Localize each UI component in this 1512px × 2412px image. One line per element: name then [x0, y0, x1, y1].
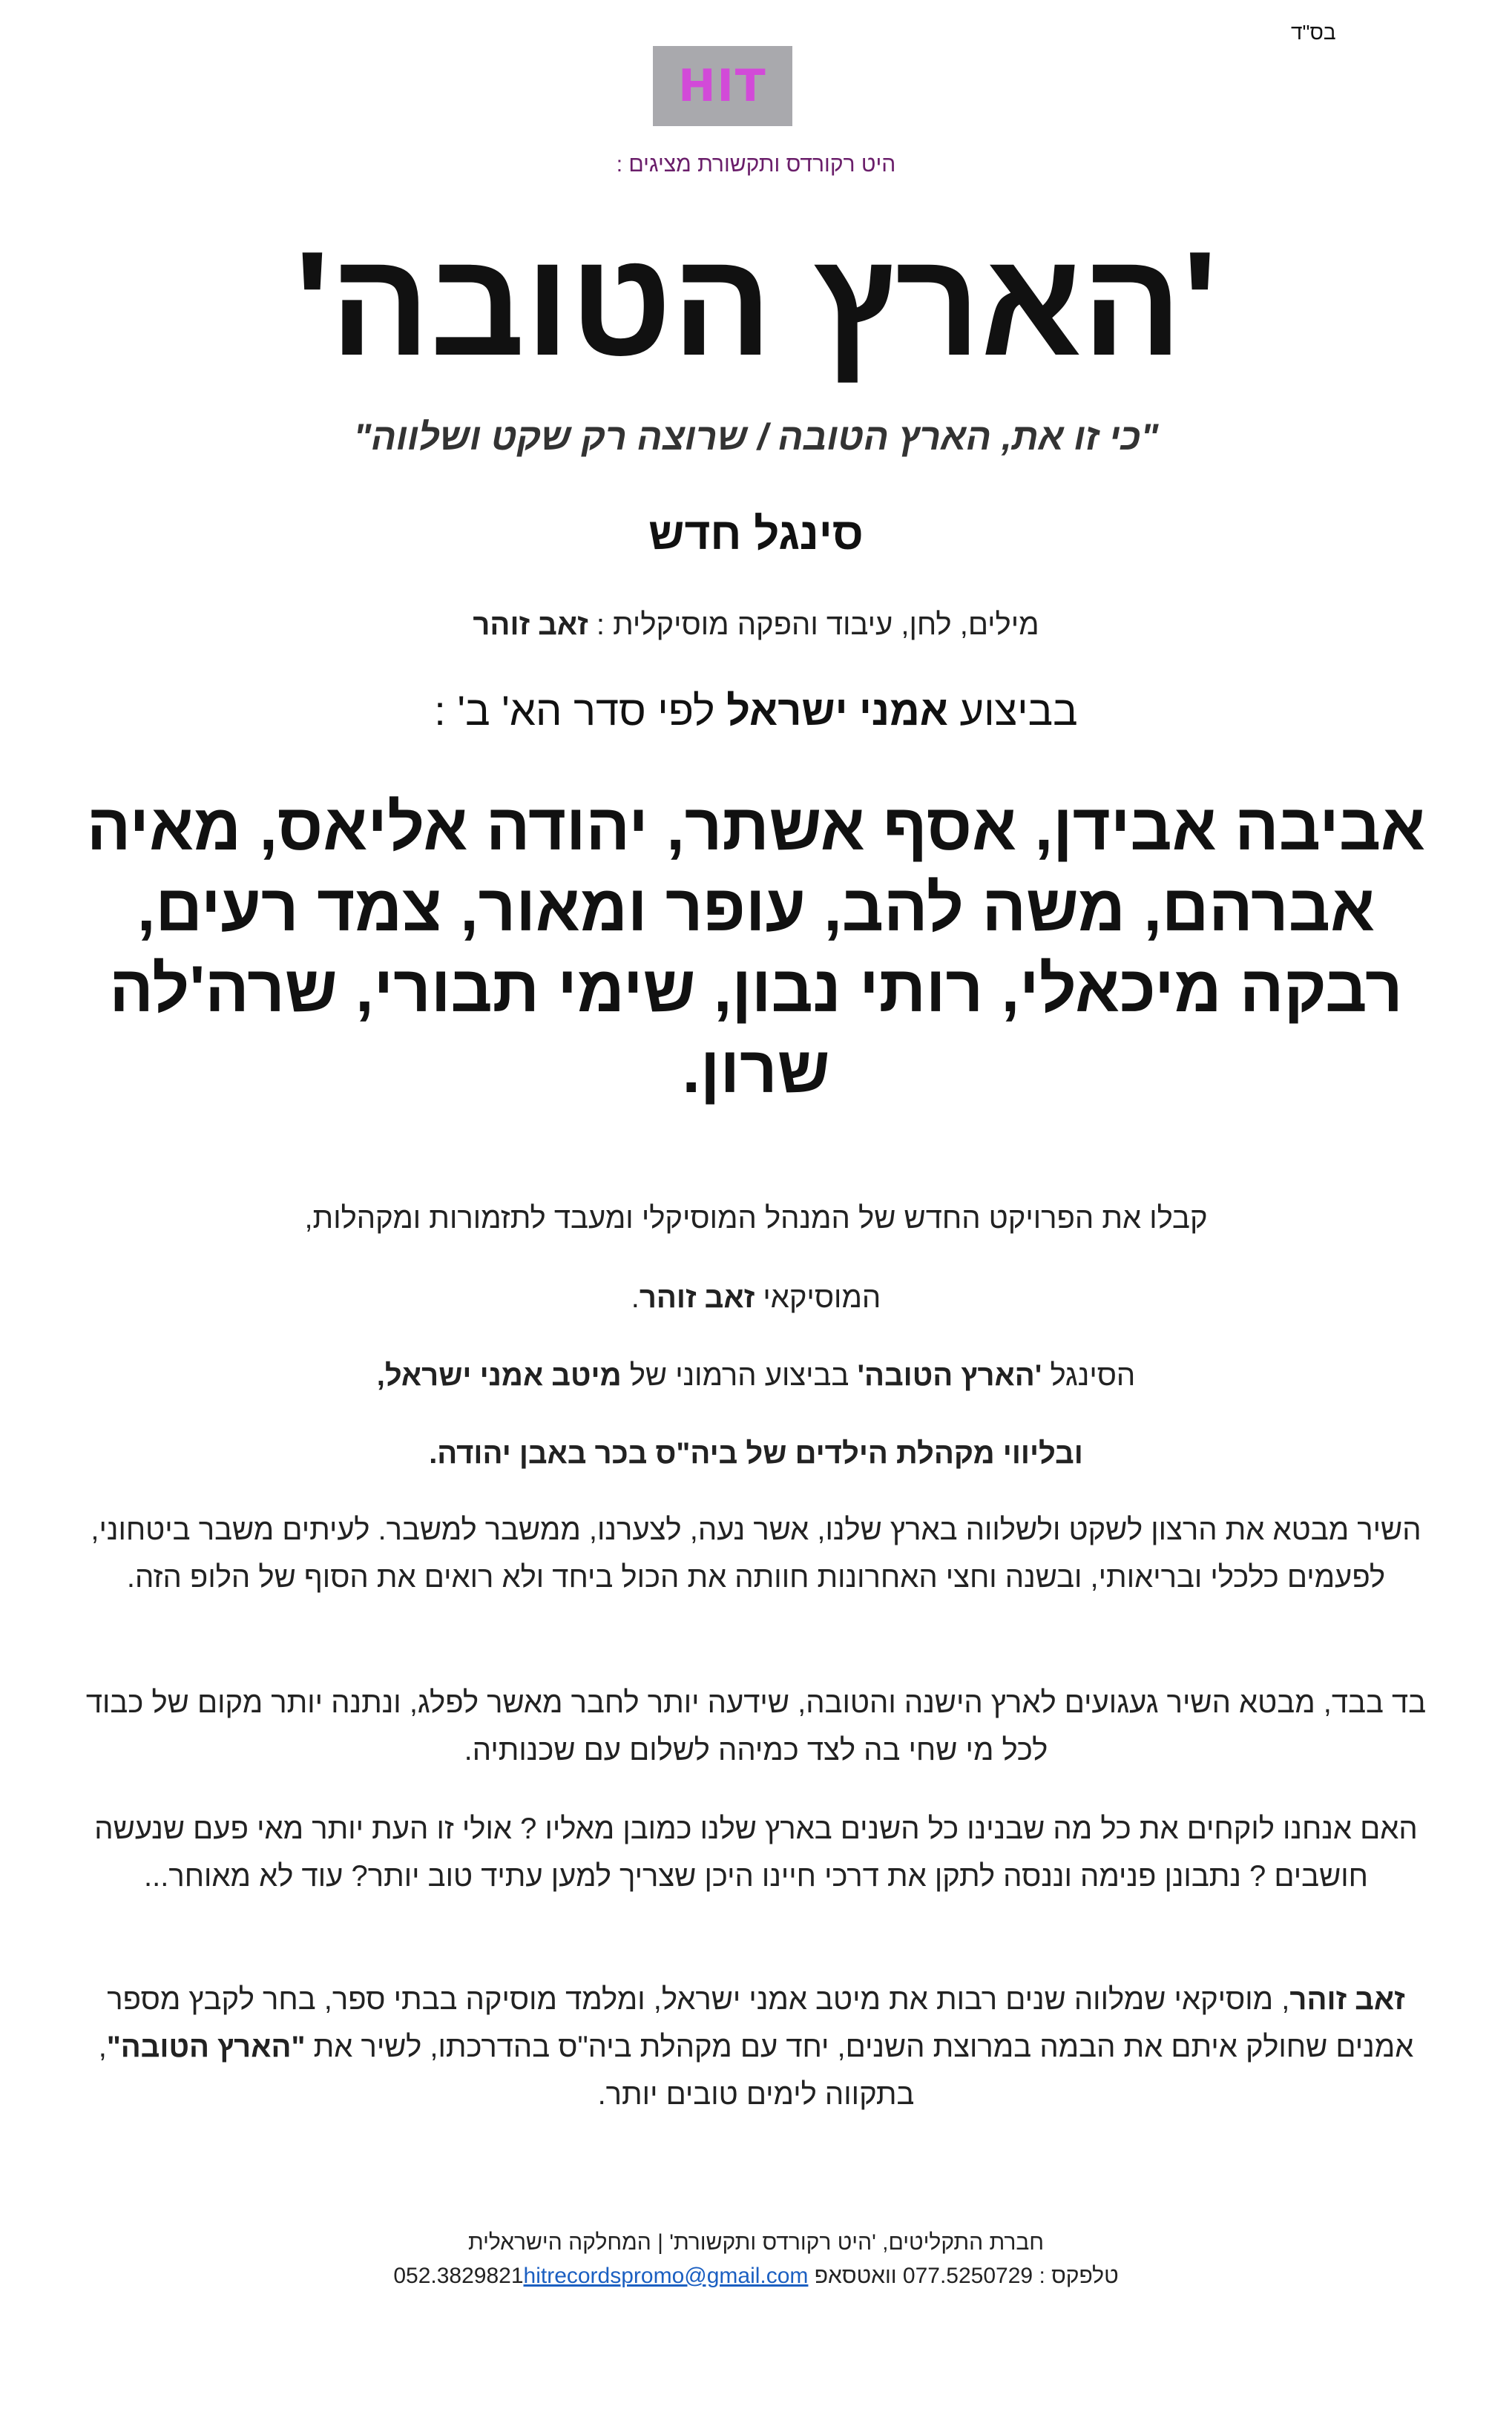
presents-line: היט רקורדס ותקשורת מציגים :	[616, 152, 896, 177]
footer-company: חברת התקליטים, 'היט רקורדס ותקשורת' | המחלקה הישראלית	[467, 2230, 1045, 2255]
paragraph-4	[82, 1430, 1430, 1477]
credits-line	[0, 608, 1512, 642]
single-label: סינגל חדש	[648, 509, 864, 559]
paragraph-3	[82, 1352, 1430, 1399]
footer-email-link[interactable]: hitrecordspromo@gmail.com	[523, 2264, 809, 2288]
p8-bold-2: "הארץ הטובה"	[106, 2031, 306, 2063]
p2-bold: זאב זוהר	[639, 1281, 755, 1314]
p3-prefix: הסינגל	[1042, 1359, 1136, 1392]
credits-name: זאב זוהר	[473, 608, 588, 641]
p2-suffix: .	[631, 1281, 640, 1314]
paragraph-5: השיר מבטא את הרצון לשקט ולשלווה בארץ שלנו, אשר נעה, לצערנו, ממשבר למשבר. לעיתים משבר ביטחוני, לפעמים כלכלי ובריאותי, ובשנה וחצי האחרונות חוותה את הכול ביחד ולא רואים את הסוף של הלופ הזה.	[91, 1514, 1421, 1594]
song-title: 'הארץ הטובה'	[295, 221, 1217, 387]
paragraph-6: בד בבד, מבטא השיר געגועים לארץ הישנה והטובה, שידעה יותר לחבר מאשר לפלג, ונתנה יותר מקום של כבוד לכל מי שחי בה לצד כמיהה לשלום עם שכנותיה.	[85, 1686, 1427, 1767]
paragraph-7: האם אנחנו לוקחים את כל מה שבנינו כל השנים בארץ שלנו כמובן מאליו ? אולי זו העת יותר מאי פעם שנעשה חושבים ? נתבונן פנימה וננסה לתקן את דרכי חיינו היכן שצריך למען עתיד טוב יותר? עוד לא מאוחר...	[94, 1813, 1418, 1893]
performers-intro-bold: אמני ישראל	[726, 687, 948, 734]
footer	[0, 2226, 1512, 2293]
p3-bold-1: 'הארץ הטובה'	[857, 1359, 1042, 1392]
p3-mid: בביצוע הרמוני של	[621, 1359, 858, 1392]
paragraph-2	[82, 1274, 1430, 1321]
footer-phone: טלפקס : 077.5250729 וואטסאפ 052.3829821	[393, 2264, 1119, 2288]
p4-bold: ובליווי מקהלת הילדים של ביה"ס בכר באבן יהודה.	[429, 1437, 1083, 1470]
performers-intro-prefix: בביצוע	[947, 687, 1078, 734]
p8-bold: זאב זוהר	[1289, 1983, 1405, 2016]
paragraph-1: קבלו את הפרויקט החדש של המנהל המוסיקלי ומעבד לתזמורות ומקהלות,	[304, 1202, 1208, 1235]
footer-contact	[0, 2259, 1512, 2293]
performers-intro-suffix: לפי סדר הא' ב' :	[434, 687, 727, 734]
performers-intro	[0, 686, 1512, 735]
performers-names: אביבה אבידן, אסף אשתר, יהודה אליאס, מאיה אברהם, משה להב, עופר ומאור, צמד רעים, רבקה מיכאלי, רותי נבון, שימי תבורי, שרה'לה שרון.	[86, 790, 1426, 1107]
credits-prefix: מילים, לחן, עיבוד והפקה מוסיקלית :	[588, 608, 1039, 641]
bsd-mark: בס"ד	[1291, 21, 1336, 44]
hit-logo	[653, 46, 792, 126]
p2-prefix: המוסיקאי	[755, 1281, 881, 1314]
logo-text: HIT	[678, 60, 767, 112]
p3-bold-2: מיטב אמני ישראל,	[376, 1359, 622, 1392]
song-quote: "כי זו את, הארץ הטובה / שרוצה רק שקט ושלווה"	[353, 416, 1159, 458]
p8-text-b: , בתקווה לימים טובים יותר.	[98, 2031, 915, 2111]
p8-text-a: , מוסיקאי שמלווה שנים רבות את מיטב אמני ישראל, ומלמד מוסיקה בבתי ספר, בחר לקבץ מספר אמנים שחולק איתם את הבמה במרוצת השנים, יחד עם מקהלת ביה"ס בהדרכתו, לשיר את	[107, 1983, 1414, 2063]
paragraph-8	[82, 1976, 1430, 2118]
